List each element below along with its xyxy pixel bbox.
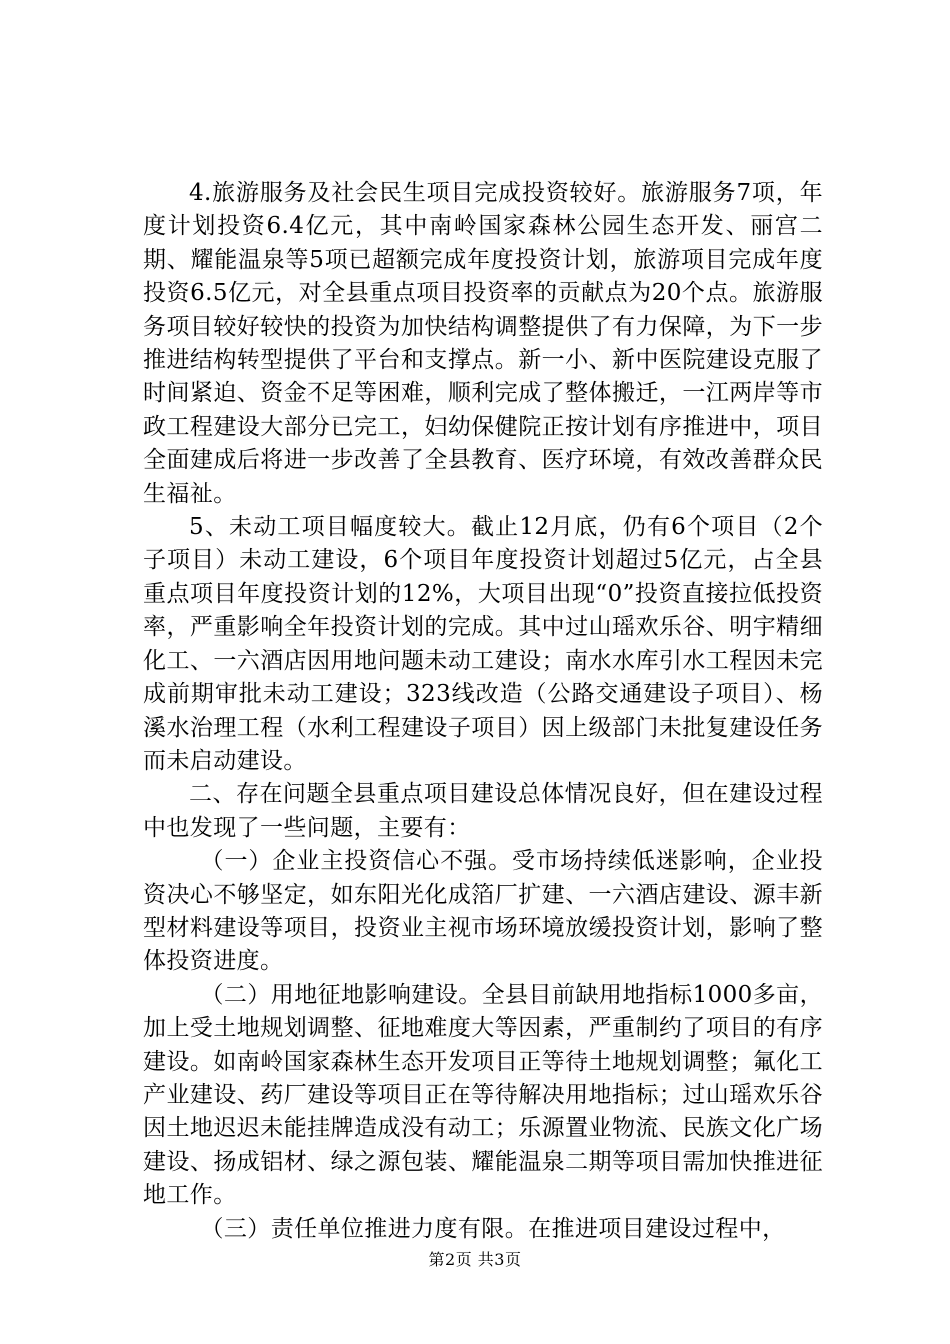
page-footer: 第2页 共3页: [428, 1250, 522, 1269]
paragraph-unstarted-projects: 5、未动工项目幅度较大。截止12月底，仍有6个项目（2个子项目）未动工建设，6个项目年度投资计划超过5亿元，占全县重点项目年度投资计划的12%，大项目出现“0”投资直接拉低投资率，严重影响全年投资计划的完成。其中过山瑶欢乐谷、明宇精细化工、一六酒店因用地问题未动工建设；南水水库引水工程因未完成前期审批未动工建设；323线改造（公路交通建设子项目）、杨溪水治理工程（水利工程建设子项目）因上级部门未批复建设任务而未启动建设。: [143, 514, 823, 774]
paragraph-investor-confidence: （一）企业主投资信心不强。受市场持续低迷影响，企业投资决心不够坚定，如东阳光化成箔厂扩建、一六酒店建设、源丰新型材料建设等项目，投资业主视市场环境放缓投资计划，影响了整体投资进度。: [143, 848, 823, 975]
paragraph-existing-problems: 二、存在问题全县重点项目建设总体情况良好，但在建设过程中也发现了一些问题，主要有：: [143, 781, 823, 841]
paragraph-tourism-livelihood: 4.旅游服务及社会民生项目完成投资较好。旅游服务7项，年度计划投资6.4亿元，其中南岭国家森林公园生态开发、丽宫二期、耀能温泉等5项已超额完成年度投资计划，旅游项目完成年度投资6.5亿元，对全县重点项目投资率的贡献点为20个点。旅游服务项目较好较快的投资为加快结构调整提供了有力保障，为下一步推进结构转型提供了平台和支撑点。新一小、新中医院建设克服了时间紧迫、资金不足等困难，顺利完成了整体搬迁，一江两岸等市政工程建设大部分已完工，妇幼保健院正按计划有序推进中，项目全面建成后将进一步改善了全县教育、医疗环境，有效改善群众民生福祉。: [143, 180, 823, 507]
paragraph-responsible-units: （三）责任单位推进力度有限。在推进项目建设过程中，: [200, 1215, 786, 1242]
paragraph-land-acquisition: （二）用地征地影响建设。全县目前缺用地指标1000多亩，加上受土地规划调整、征地难度大等因素，严重制约了项目的有序建设。如南岭国家森林生态开发项目正等待土地规划调整；氟化工产业建设、药厂建设等项目正在等待解决用地指标；过山瑶欢乐谷因土地迟迟未能挂牌造成没有动工；乐源置业物流、民族文化广场建设、扬成铝材、绿之源包装、耀能温泉二期等项目需加快推进征地工作。: [143, 981, 823, 1209]
document-body: [143, 177, 823, 1246]
